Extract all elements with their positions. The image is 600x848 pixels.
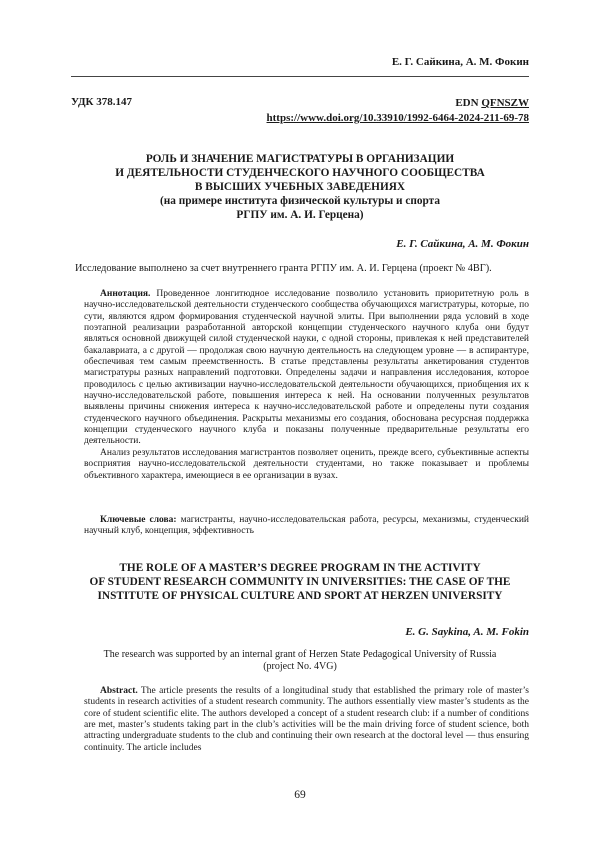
- edn-doi-block: [267, 96, 529, 126]
- abstract-en-label: Abstract.: [100, 686, 138, 696]
- abstract-ru-text: Проведенное лонгитюдное исследование позволило установить приоритетную роль в научно-исследовательской деятельности студенческого сообщества обучающихся магистратуры, которые, по сути, являются ядром формирования студенческой научной элиты. При выполнении ряда условий в ходе поэтапной реализации разработанной авторской концепции студенческого научного клуба они будут являться основной движущей силой студенческой науки, с одной стороны, привлекая к ней представителей бакалавриата, а с другой — продолжая свою научную деятельность на следующем уровне — в аспирантуре, обеспечивая тем самым преемственность. В статье представлены результаты анкетирования студентов магистратуры разных направлений подготовки. Определены задачи и направления исследования, которое проводилось с целью активизации научно-исследовательской деятельности обучающихся, приобщения их к научно-исследовательской работе, повышения интереса к ней. На основании полученных результатов выявлены причины снижения интереса к научно-исследовательской работе и определены пути создания студенческого научного объединения. Раскрыты механизмы его создания, обоснована ресурсная поддержка концепции студенческого научного клуба и показаны полученные предварительные результаты его деятельности.: [84, 289, 529, 447]
- grant-en-line: The research was supported by an internal grant of Herzen State Pedagogical University of Russia: [103, 649, 497, 660]
- title-ru-line: РГПУ им. А. И. Герцена): [236, 209, 364, 221]
- title-ru-line: В ВЫСШИХ УЧЕБНЫХ ЗАВЕДЕНИЯХ: [194, 181, 406, 193]
- authors-en: E. G. Saykina, A. M. Fokin: [405, 626, 529, 638]
- title-ru-line: (на примере института физической культуры и спорта: [160, 195, 440, 207]
- edn-label: EDN: [455, 97, 482, 109]
- abstract-en-text: The article presents the results of a longitudinal study that established the primary role of master’s students in research activities of a student research community. The authors essentially view master’s students as the core of student scientific elite. The authors developed a concept of a student research club: if a number of conditions are met, master’s students taking part in the club’s activities will be the main driving force of student science, both attracting undergraduate students to the club and continuing their own research at the doctoral level — thus ensuring continuity. The article includes: [84, 686, 529, 753]
- title-en-line: OF STUDENT RESEARCH COMMUNITY IN UNIVERSITIES: THE CASE OF THE: [89, 576, 511, 588]
- keywords-ru-text: магистранты, научно-исследовательская работа, ресурсы, механизмы, студенческий научный клуб, концепция, эффективность: [84, 515, 529, 537]
- grant-note-ru: Исследование выполнено за счет внутреннего гранта РГПУ им. А. И. Герцена (проект № 4ВГ).: [75, 263, 492, 274]
- article-title-ru: [71, 152, 529, 222]
- doi-link[interactable]: https://www.doi.org/10.33910/1992-6464-2024-211-69-78: [266, 112, 529, 124]
- abstract-ru-label: Аннотация.: [100, 289, 151, 299]
- keywords-ru: [84, 515, 529, 538]
- authors-ru: Е. Г. Сайкина, А. М. Фокин: [396, 238, 529, 250]
- edn-code-link[interactable]: QFNSZW: [481, 97, 529, 109]
- article-title-en: [71, 561, 529, 603]
- abstract-ru-paragraph: Анализ результатов исследования магистрантов позволяет оценить, прежде всего, субъективные аспекты восприятия научно-исследовательской деятельности студентами, но также показывает и проблемы объективного характера, имеющиеся в ее организации в вузах.: [84, 447, 529, 481]
- abstract-ru: [84, 289, 529, 482]
- grant-en-line: (project No. 4VG): [263, 661, 337, 672]
- udk-code: УДК 378.147: [71, 96, 133, 108]
- keywords-ru-label: Ключевые слова:: [100, 515, 177, 525]
- title-en-line: THE ROLE OF A MASTER’S DEGREE PROGRAM IN THE ACTIVITY: [119, 562, 481, 574]
- abstract-ru-paragraph: [84, 289, 529, 448]
- header-rule: [71, 76, 529, 77]
- title-en-line: INSTITUTE OF PHYSICAL CULTURE AND SPORT AT HERZEN UNIVERSITY: [97, 590, 503, 602]
- grant-note-en: [71, 649, 529, 673]
- page-number: 69: [294, 789, 306, 801]
- abstract-en: [84, 686, 529, 754]
- title-ru-line: И ДЕЯТЕЛЬНОСТИ СТУДЕНЧЕСКОГО НАУЧНОГО СООБЩЕСТВА: [115, 167, 485, 179]
- title-ru-line: РОЛЬ И ЗНАЧЕНИЕ МАГИСТРАТУРЫ В ОРГАНИЗАЦИИ: [145, 153, 455, 165]
- running-header-authors: Е. Г. Сайкина, А. М. Фокин: [391, 56, 529, 68]
